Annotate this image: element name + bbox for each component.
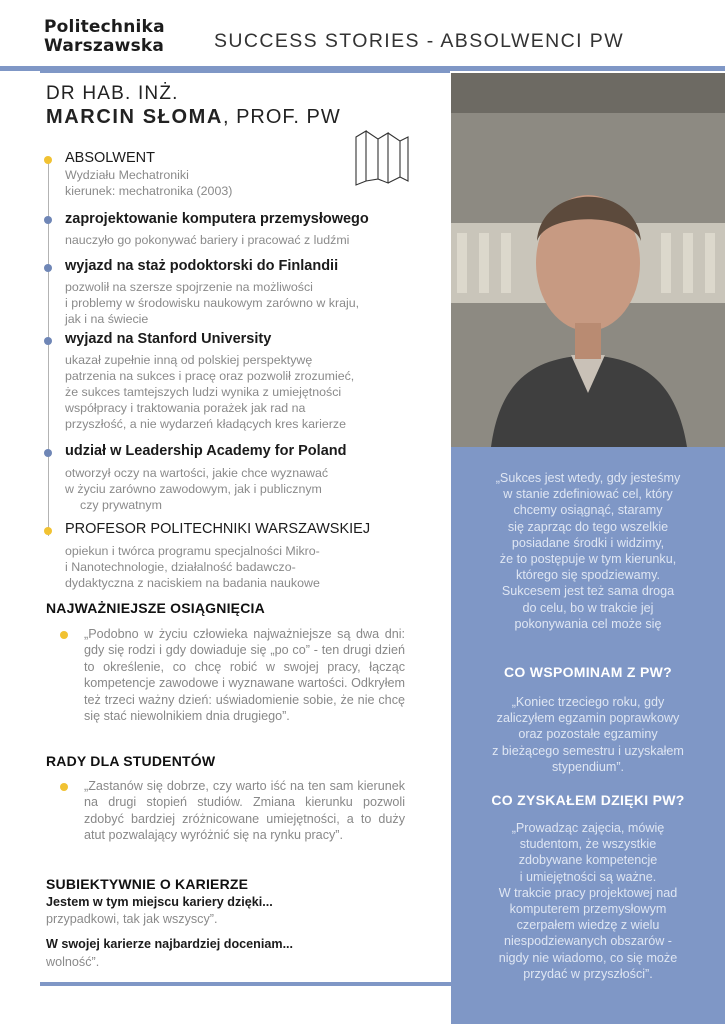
- timeline-dot: [44, 156, 52, 164]
- timeline-title: PROFESOR POLITECHNIKI WARSZAWSKIEJ: [65, 521, 371, 537]
- pw-logo: [44, 18, 165, 56]
- career-answer-2: wolność”.: [46, 955, 100, 969]
- advice-heading: RADY DLA STUDENTÓW: [46, 753, 216, 769]
- timeline-desc: opiekun i twórca programu specjalności Mikro- i Nanotechnologie, działalność badawczo- dydaktyczna z naciskiem na badania naukowe: [65, 544, 320, 590]
- timeline-dot: [44, 264, 52, 272]
- timeline-title: zaprojektowanie komputera przemysłowego: [65, 211, 369, 227]
- bottom-accent-bar: [40, 982, 451, 986]
- sidebar-quote-1: „Sukces jest wtedy, gdy jesteśmy w stanie zdefiniować cel, który chcemy osiągnąć, staramy się zaprząc do tego wszelkie posiadane środki i widzimy, że to postępuje w tym kierunku, którego się spodziewamy. Sukcesem jest też sama droga do celu, bo w trakcie jej pokonywania cel może się: [495, 471, 681, 631]
- person-name: MARCIN SŁOMA: [46, 106, 223, 128]
- timeline-desc: nauczyło go pokonywać bariery i pracować z ludźmi: [65, 233, 350, 247]
- logo-line1: Politechnika: [44, 17, 165, 37]
- portrait-photo: [451, 73, 725, 447]
- timeline-dot: [44, 216, 52, 224]
- timeline-dot: [44, 449, 52, 457]
- left-rule: [40, 71, 450, 73]
- career-answer-1: przypadkowi, tak jak wszyscy”.: [46, 912, 218, 926]
- career-heading: SUBIEKTYWNIE O KARIERZE: [46, 876, 249, 892]
- timeline-desc: otworzył oczy na wartości, jakie chce wyznawać w życiu zarówno zawodowym, jak i publicznym czy prywatnym: [65, 466, 329, 512]
- career-question-2: W swojej karierze najbardziej doceniam...: [46, 937, 294, 951]
- portrait-illustration: [451, 73, 725, 447]
- sidebar-heading-gains: CO ZYSKAŁEM DZIĘKI PW?: [491, 792, 685, 808]
- career-question-1: Jestem w tym miejscu kariery dzięki...: [46, 895, 273, 909]
- achievements-bullet: [60, 631, 68, 639]
- logo-line2: Warszawska: [44, 36, 165, 56]
- timeline-title: wyjazd na staż podoktorski do Finlandii: [65, 258, 339, 274]
- timeline-desc: Wydziału Mechatroniki kierunek: mechatronika (2003): [65, 168, 233, 198]
- sidebar-heading-memories: CO WSPOMINAM Z PW?: [504, 664, 672, 680]
- timeline-desc: pozwolił na szersze spojrzenie na możliwości i problemy w środowisku naukowym zarówno w kraju, jak i na świecie: [65, 280, 360, 326]
- timeline-desc: ukazał zupełnie inną od polskiej perspektywę patrzenia na sukces i pracę oraz pozwolił zrozumieć, że sukces tamtejszych ludzi wynika z umiejętności współpracy i traktowania porażek jak rad na przyszłość, a nie wydarzeń kładących kres karierze: [65, 353, 355, 431]
- advice-quote: „Zastanów się dobrze, czy warto iść na ten sam kierunek na drugi stopień studiów. Zmiana kierunku pozwoli zdobyć bardziej zróżnicowane umiejętności, a to duży atut pozwalający wyróżnić się na rynku pracy”.: [84, 779, 405, 843]
- achievements-heading: NAJWAŻNIEJSZE OSIĄGNIĘCIA: [46, 600, 265, 616]
- person-suffix: , PROF. PW: [222, 106, 341, 128]
- timeline-dot: [44, 527, 52, 535]
- person-degree: DR HAB. INŻ.: [46, 83, 179, 104]
- timeline-title: udział w Leadership Academy for Poland: [65, 443, 347, 459]
- timeline-line: [48, 158, 49, 536]
- sidebar-quote-2: „Koniec trzeciego roku, gdy zaliczyłem egzamin poprawkowy oraz pozostałe egzaminy z bieżącego semestru i uzyskałem stypendium”.: [492, 695, 684, 774]
- achievements-quote: „Podobno w życiu człowieka najważniejsze są dwa dni: gdy się rodzi i gdy dowiaduje się „po co” - ten drugi dzień to określenie, co chcę robić w swojej pracy, łącząc kompetencje zawodowe i wyznawane wartości. Odkryłem też trzeci ważny dzień: uświadomienie sobie, że nie chcę się stać niewolnikiem dnia drugiego”.: [84, 627, 405, 724]
- timeline-title: ABSOLWENT: [65, 150, 155, 166]
- advice-bullet: [60, 783, 68, 791]
- sidebar-quote-3: „Prowadząc zajęcia, mówię studentom, że wszystkie zdobywane kompetencje i umiejętności są ważne. W trakcie pracy projektowej nad komputerem przemysłowym czerpałem wiedzę z wielu niespodziewanych obszarów - nigdy nie wiadomo, co się może przydać w przyszłości”.: [498, 821, 678, 981]
- series-title: SUCCESS STORIES - ABSOLWENCI PW: [214, 30, 624, 52]
- timeline-dot: [44, 337, 52, 345]
- timeline-title: wyjazd na Stanford University: [65, 331, 272, 347]
- person-name-line: [46, 106, 341, 129]
